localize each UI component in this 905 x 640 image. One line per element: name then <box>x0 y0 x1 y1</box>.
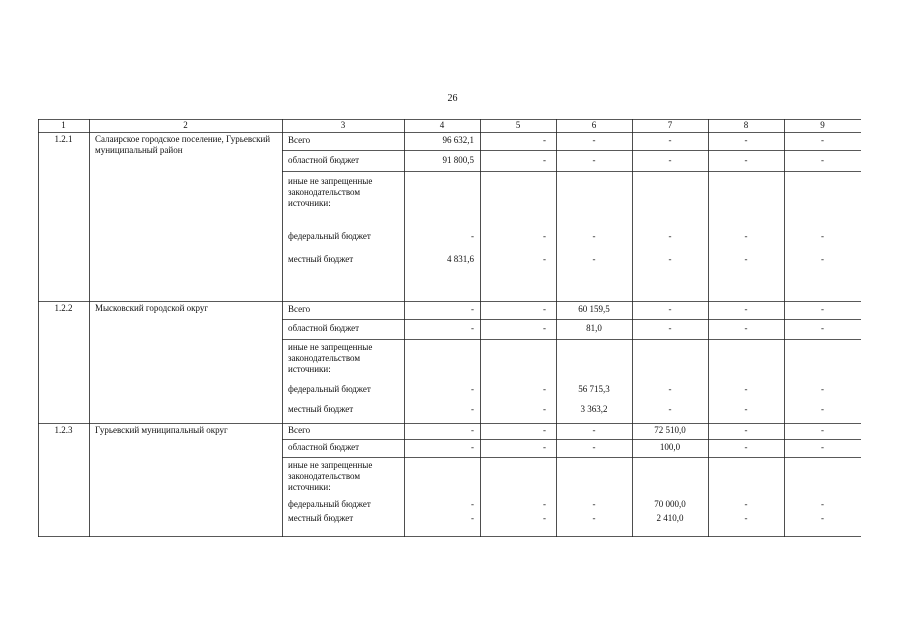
value-cell: - <box>744 442 748 452</box>
value-cell: - <box>821 499 824 509</box>
value-cell: - <box>471 231 474 241</box>
value-cell: - <box>821 304 824 314</box>
value-cell: - <box>668 254 672 264</box>
value-cell: - <box>592 499 596 509</box>
value-cell: - <box>821 425 824 435</box>
value-cell: - <box>744 155 748 165</box>
municipality-name: Гурьевский муниципальный округ <box>95 425 228 435</box>
header-cell: 6 <box>591 120 597 130</box>
value-cell: - <box>668 231 672 241</box>
value-cell: - <box>668 404 672 414</box>
value-cell: - <box>744 254 748 264</box>
funding-source-label: федеральный бюджет <box>288 384 371 394</box>
header-cell: 2 <box>183 120 188 130</box>
row-number: 1.2.2 <box>54 303 73 313</box>
value-cell: 96 632,1 <box>442 135 474 145</box>
funding-source-label: Всего <box>288 135 311 145</box>
value-cell: - <box>592 254 596 264</box>
value-cell: 60 159,5 <box>578 304 610 314</box>
value-cell: 81,0 <box>586 323 602 333</box>
municipality-name: Мысковский городской округ <box>95 303 209 313</box>
funding-source-label: иные не запрещенные законодательством источники: <box>288 342 373 374</box>
value-cell: - <box>471 425 474 435</box>
value-cell: - <box>543 254 546 264</box>
value-cell: - <box>543 231 546 241</box>
value-cell: 100,0 <box>659 442 681 452</box>
value-cell: 56 715,3 <box>578 384 610 394</box>
value-cell: - <box>543 135 546 145</box>
header-cell: 4 <box>439 120 445 130</box>
value-cell: 91 800,5 <box>442 155 474 165</box>
header-cell: 9 <box>820 120 825 130</box>
value-cell: - <box>668 323 672 333</box>
value-cell: - <box>543 304 546 314</box>
value-cell: 4 831,6 <box>447 254 474 264</box>
value-cell: - <box>744 404 748 414</box>
value-cell: - <box>821 254 824 264</box>
value-cell: - <box>744 323 748 333</box>
value-cell: - <box>821 404 824 414</box>
value-cell: - <box>821 442 824 452</box>
value-cell: - <box>543 404 546 414</box>
value-cell: - <box>543 425 546 435</box>
value-cell: - <box>821 135 824 145</box>
value-cell: - <box>668 304 672 314</box>
value-cell: - <box>471 304 474 314</box>
value-cell: - <box>744 135 748 145</box>
value-cell: - <box>471 499 474 509</box>
value-cell: - <box>744 231 748 241</box>
value-cell: - <box>471 513 474 523</box>
value-cell: - <box>543 384 546 394</box>
funding-source-label: Всего <box>288 304 311 314</box>
header-cell: 3 <box>340 120 346 130</box>
header-cell: 5 <box>515 120 521 130</box>
value-cell: - <box>668 135 672 145</box>
funding-source-label: местный бюджет <box>288 513 354 523</box>
header-cell: 1 <box>61 120 66 130</box>
value-cell: 70 000,0 <box>654 499 686 509</box>
value-cell: - <box>592 425 596 435</box>
value-cell: - <box>543 323 546 333</box>
row-number: 1.2.3 <box>54 425 73 435</box>
value-cell: 72 510,0 <box>654 425 686 435</box>
budget-table <box>38 119 861 537</box>
header-cell: 7 <box>667 120 673 130</box>
value-cell: 3 363,2 <box>580 404 608 414</box>
value-cell: - <box>668 155 672 165</box>
value-cell: - <box>744 304 748 314</box>
value-cell: - <box>744 425 748 435</box>
value-cell: - <box>543 442 546 452</box>
page-number: 26 <box>447 93 458 104</box>
value-cell: - <box>543 155 546 165</box>
value-cell: - <box>592 442 596 452</box>
funding-source-label: федеральный бюджет <box>288 231 371 241</box>
row-number: 1.2.1 <box>54 134 73 144</box>
value-cell: - <box>821 231 824 241</box>
value-cell: - <box>543 499 546 509</box>
funding-source-label: иные не запрещенные законодательством источники: <box>288 176 373 208</box>
municipality-name: Салаирское городское поселение, Гурьевский муниципальный район <box>95 134 271 155</box>
funding-source-label: областной бюджет <box>288 323 360 333</box>
value-cell: - <box>821 513 824 523</box>
funding-source-label: иные не запрещенные законодательством источники: <box>288 460 373 492</box>
value-cell: - <box>821 155 824 165</box>
funding-source-label: областной бюджет <box>288 442 360 452</box>
value-cell: - <box>543 513 546 523</box>
value-cell: - <box>744 384 748 394</box>
value-cell: - <box>592 231 596 241</box>
value-cell: - <box>471 384 474 394</box>
value-cell: - <box>744 513 748 523</box>
value-cell: - <box>592 135 596 145</box>
funding-source-label: местный бюджет <box>288 404 354 414</box>
value-cell: - <box>821 323 824 333</box>
funding-source-label: Всего <box>288 425 311 435</box>
value-cell: - <box>592 155 596 165</box>
funding-source-label: федеральный бюджет <box>288 499 371 509</box>
value-cell: 2 410,0 <box>656 513 684 523</box>
funding-source-label: областной бюджет <box>288 155 360 165</box>
header-cell: 8 <box>743 120 749 130</box>
value-cell: - <box>592 513 596 523</box>
value-cell: - <box>821 384 824 394</box>
value-cell: - <box>471 442 474 452</box>
value-cell: - <box>668 384 672 394</box>
value-cell: - <box>744 499 748 509</box>
funding-source-label: местный бюджет <box>288 254 354 264</box>
value-cell: - <box>471 323 474 333</box>
value-cell: - <box>471 404 474 414</box>
